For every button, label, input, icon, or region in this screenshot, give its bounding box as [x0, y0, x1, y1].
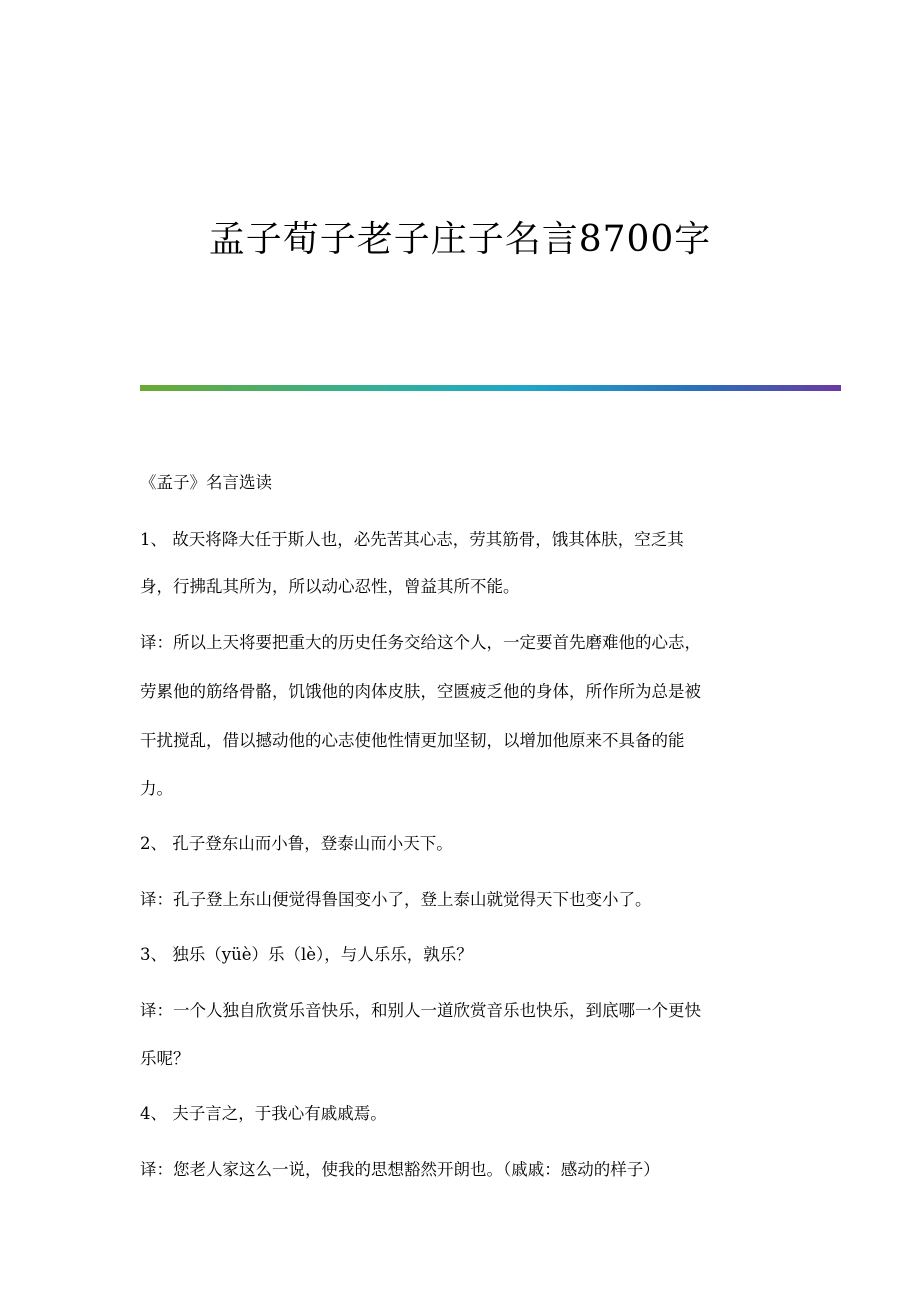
- paragraph-line: 力。: [140, 779, 173, 798]
- paragraph-line: 身，行拂乱其所为，所以动心忍性，曾益其所不能。: [140, 577, 520, 596]
- paragraph-line: 3、 独乐（yüè）乐（lè），与人乐乐，孰乐？: [140, 945, 473, 964]
- paragraph-line: 译：孔子登上东山便觉得鲁国变小了，登上泰山就觉得天下也变小了。: [140, 890, 652, 909]
- section-heading: 《孟子》名言选读: [140, 473, 272, 492]
- paragraph-line: 劳累他的筋络骨骼，饥饿他的肉体皮肤，空匮疲乏他的身体，所作所为总是被: [140, 682, 701, 701]
- paragraph-line: 2、 孔子登东山而小鲁，登泰山而小天下。: [140, 834, 453, 853]
- paragraph-line: 译：所以上天将要把重大的历史任务交给这个人，一定要首先磨难他的心志，: [140, 633, 701, 652]
- paragraph-line: 4、 夫子言之，于我心有戚戚焉。: [140, 1104, 387, 1123]
- paragraph-line: 译：一个人独自欣赏乐音快乐，和别人一道欣赏音乐也快乐，到底哪一个更快: [140, 1001, 701, 1020]
- document-title: 孟子荀子老子庄子名言8700字: [208, 219, 712, 260]
- gradient-divider: [140, 385, 841, 391]
- paragraph-line: 1、 故天将降大任于斯人也，必先苦其心志，劳其筋骨，饿其体肤，空乏其: [140, 530, 684, 549]
- paragraph-line: 译：您老人家这么一说，使我的思想豁然开朗也。（戚戚：感动的样子）: [140, 1160, 660, 1179]
- paragraph-line: 干扰搅乱，借以撼动他的心志使他性情更加坚韧，以增加他原来不具备的能: [140, 731, 685, 750]
- paragraph-line: 乐呢？: [140, 1049, 190, 1068]
